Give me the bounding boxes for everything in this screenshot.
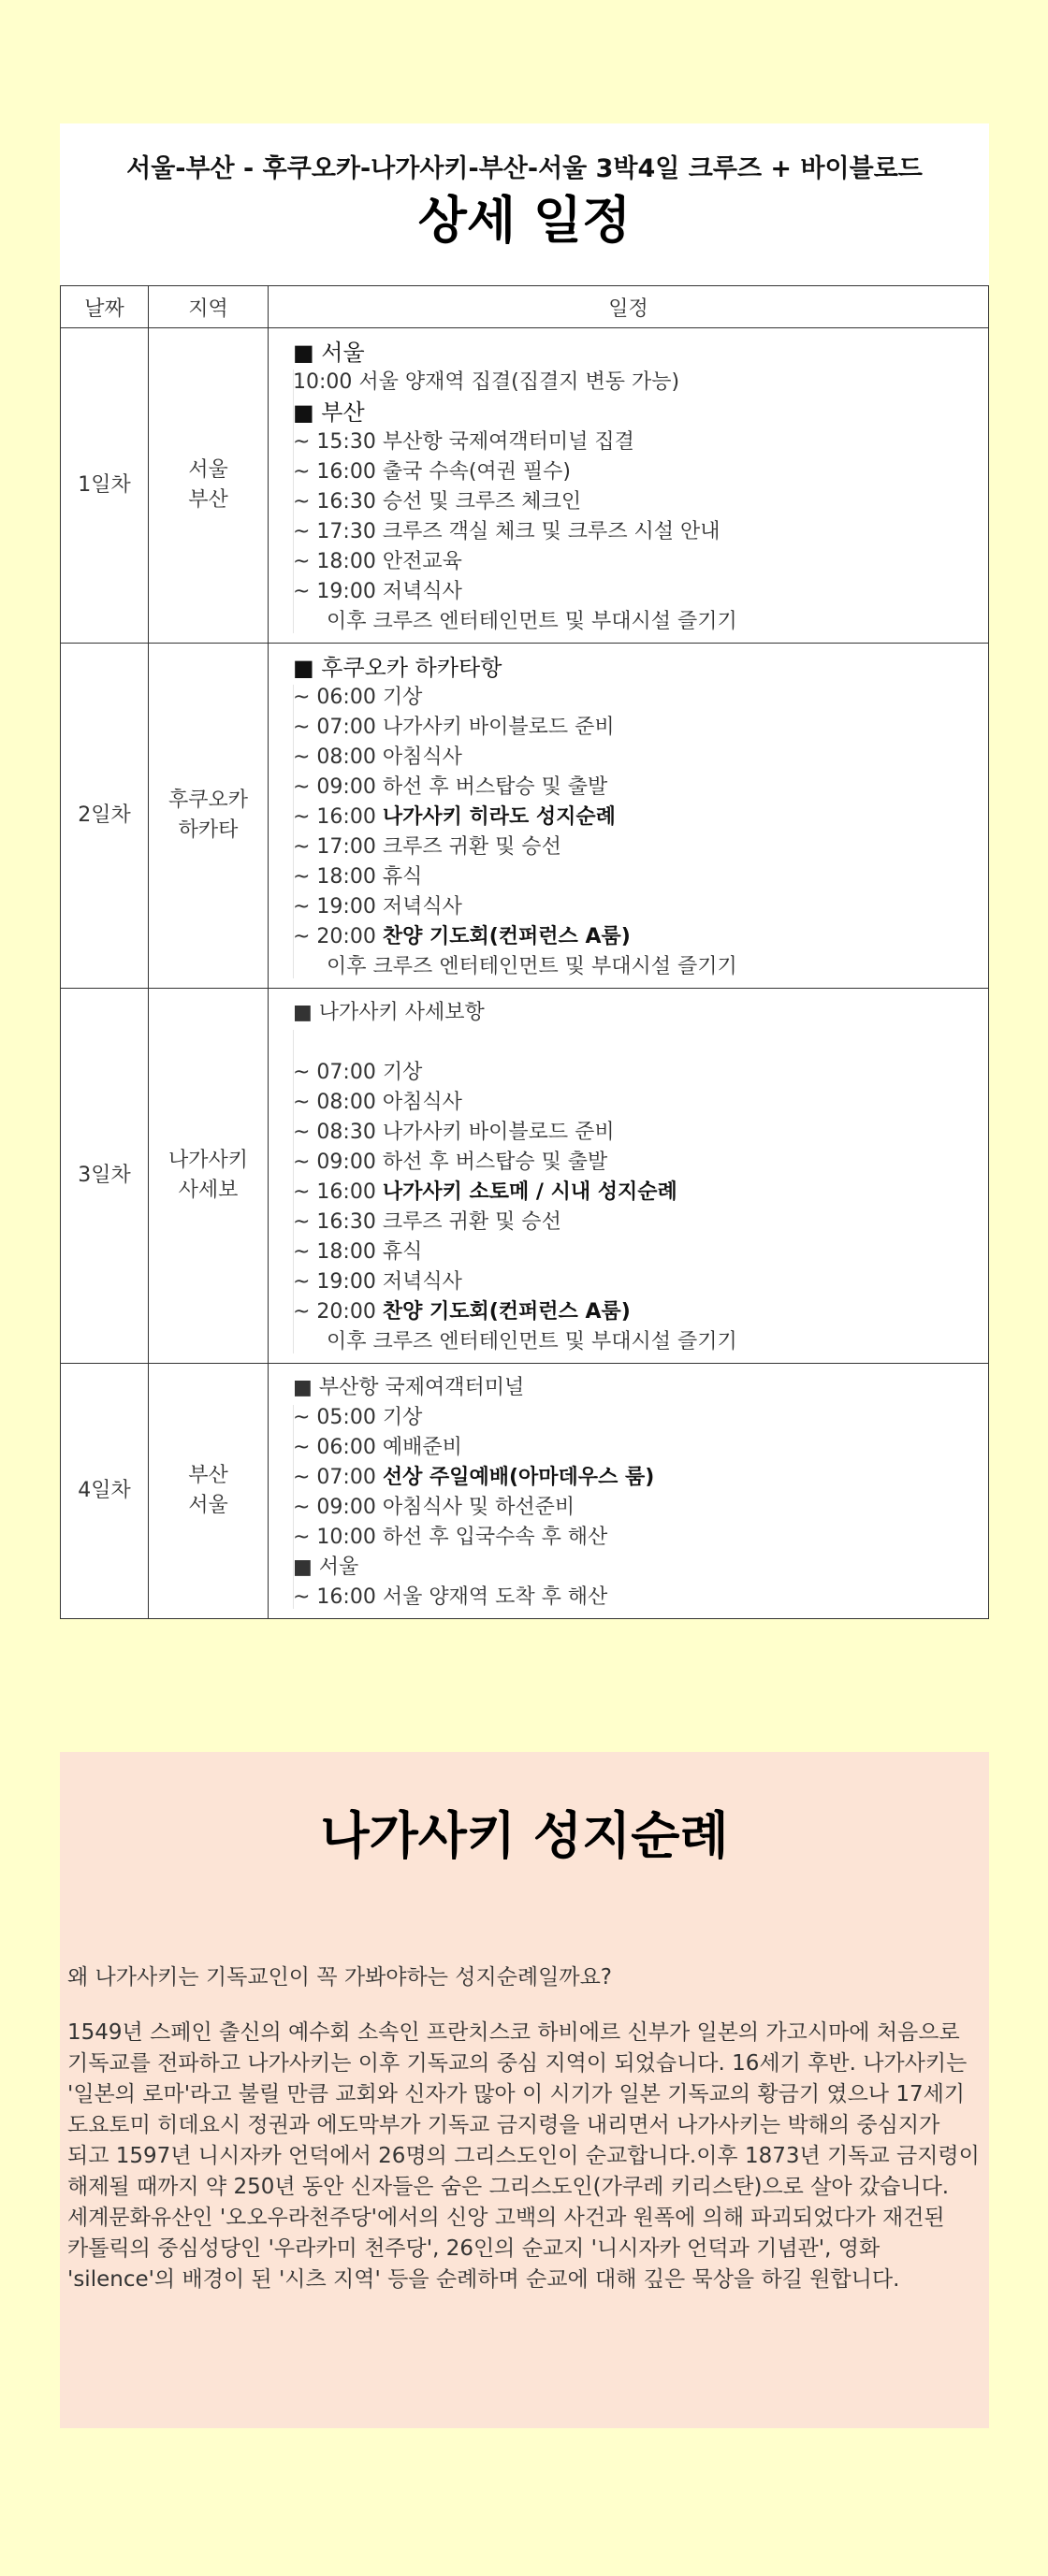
- schedule-item: ■ 서울: [293, 1556, 359, 1579]
- day-cell: 2일차: [61, 644, 149, 989]
- schedule-cell: [269, 644, 989, 989]
- schedule-item: ~ 09:00 하선 후 버스탑승 및 출발: [293, 775, 608, 799]
- schedule-item: ■ 부산항 국제여객터미널: [293, 1376, 525, 1399]
- region-name: 나가사키: [167, 1149, 248, 1172]
- schedule-cell: [269, 989, 989, 1364]
- region-cell: [149, 989, 269, 1364]
- schedule-item: [280, 803, 977, 832]
- schedule-item: [280, 1297, 977, 1327]
- region-cell: [149, 644, 269, 989]
- schedule-item: 이후 크루즈 엔터테인먼트 및 부대시설 즐기기: [327, 955, 737, 978]
- schedule-cell: [269, 328, 989, 644]
- schedule-item: ~ 09:00 하선 후 버스탑승 및 출발: [293, 1151, 608, 1174]
- schedule-item: ~ 19:00 저녁식사: [293, 580, 462, 603]
- schedule-time: ~ 20:00: [293, 925, 383, 948]
- schedule-time: ~ 16:00: [293, 805, 383, 829]
- schedule-item: ~ 18:00 안전교육: [293, 550, 462, 573]
- schedule-item: 이후 크루즈 엔터테인먼트 및 부대시설 즐기기: [327, 1330, 737, 1353]
- schedule-item: ~ 08:30 나가사키 바이블로드 준비: [293, 1121, 615, 1144]
- region-cell: [149, 1364, 269, 1619]
- highlighted-event: 나가사키 히라도 성지순례: [382, 805, 616, 829]
- schedule-time: ~ 07:00: [293, 1466, 383, 1489]
- schedule-item: [280, 1178, 977, 1208]
- day-cell: 3일차: [61, 989, 149, 1364]
- column-header-region: 지역: [149, 286, 269, 328]
- table-row: [61, 644, 989, 989]
- schedule-item: ~ 06:00 기상: [293, 686, 423, 709]
- pilgrimage-question: 왜 나가사키는 기독교인이 꼭 가봐야하는 성지순례일까요?: [67, 1965, 612, 1990]
- itinerary-body: [61, 328, 989, 1619]
- table-row: [61, 328, 989, 644]
- schedule-item: ~ 15:30 부산항 국제여객터미널 집결: [293, 430, 634, 454]
- schedule-item: ~ 08:00 아침식사: [293, 1091, 462, 1114]
- schedule-header: [60, 123, 989, 285]
- schedule-title: 상세 일정: [417, 191, 632, 250]
- schedule-item: [280, 922, 977, 952]
- schedule-cell: [269, 1364, 989, 1619]
- schedule-item: ■ 나가사키 사세보항: [293, 1001, 485, 1024]
- region-name: 서울: [188, 458, 228, 482]
- schedule-item: ~ 19:00 저녁식사: [293, 1270, 462, 1294]
- schedule-item: ~ 06:00 예배준비: [293, 1436, 462, 1459]
- table-row: [61, 1364, 989, 1619]
- location-heading: ■ 후쿠오카 하카타항: [293, 655, 502, 681]
- schedule-item: 이후 크루즈 엔터테인먼트 및 부대시설 즐기기: [327, 610, 737, 633]
- schedule-item: ~ 16:30 크루즈 귀환 및 승선: [293, 1210, 561, 1234]
- schedule-item: ~ 10:00 하선 후 입국수속 후 해산: [293, 1526, 608, 1549]
- pilgrimage-paragraph: 1549년 스페인 출신의 예수회 소속인 프란치스코 하비에르 신부가 일본의 가고시마에 처음으로 기독교를 전파하고 나가사키는 이후 기독교의 중심 지역이 되었습니다. 16세기 후반. 나가사키는 '일본의 로마'라고 불릴 만큼 교회와 신자가 많아 이 시기가 일본 기독교의 황금기 였으나 17세기 도요토미 히데요시 정권과 에도막부가 기독교 금지령을 내리면서 나가사키는 박해의 중심지가 되고 1597년 니시자카 언덕에서 26명의 그리스도인이 순교합니다.이후 1873년 기독교 금지령이 해제될 때까지 약 250년 동안 신자들은 숨은 그리스도인(가쿠레 키리스탄)으로 살아 갔습니다.: [67, 2020, 980, 2199]
- schedule-item: ~ 18:00 휴식: [293, 1240, 423, 1264]
- highlighted-event: 찬양 기도회(컨퍼런스 A룸): [382, 925, 631, 948]
- schedule-item: ~ 17:30 크루즈 객실 체크 및 크루즈 시설 안내: [293, 520, 720, 543]
- region-name: 부산: [188, 1464, 228, 1487]
- schedule-section: [60, 123, 989, 1619]
- itinerary-table: [60, 285, 989, 1619]
- schedule-item: ~ 19:00 저녁식사: [293, 895, 462, 919]
- region-name: 서울: [188, 1494, 228, 1517]
- schedule-item: ~ 05:00 기상: [293, 1406, 423, 1429]
- column-header-date: 날짜: [61, 286, 149, 328]
- region-name: 사세보: [178, 1179, 239, 1202]
- highlighted-event: 선상 주일예배(아마데우스 룸): [382, 1466, 655, 1489]
- pilgrimage-body: [67, 2018, 982, 2295]
- schedule-item: ~ 16:00 출국 수속(여권 필수): [293, 460, 571, 484]
- schedule-item: [280, 1028, 977, 1058]
- schedule-item: ~ 18:00 휴식: [293, 865, 423, 889]
- pilgrimage-section: [60, 1752, 989, 2428]
- schedule-item: ~ 16:00 서울 양재역 도착 후 해산: [293, 1585, 608, 1609]
- schedule-item: ~ 08:00 아침식사: [293, 745, 462, 769]
- highlighted-event: 나가사키 소토메 / 시내 성지순례: [382, 1180, 677, 1204]
- region-name: 후쿠오카: [167, 789, 248, 812]
- schedule-item: ~ 16:30 승선 및 크루즈 체크인: [293, 490, 582, 514]
- pilgrimage-title: 나가사키 성지순례: [320, 1806, 729, 1865]
- table-header-row: [61, 286, 989, 328]
- schedule-item: ~ 07:00 나가사키 바이블로드 준비: [293, 716, 615, 739]
- region-name: 하카타: [178, 818, 239, 842]
- region-cell: [149, 328, 269, 644]
- schedule-item: ~ 17:00 크루즈 귀환 및 승선: [293, 835, 561, 859]
- location-heading: ■ 부산: [293, 399, 365, 426]
- column-header-schedule: 일정: [269, 286, 989, 328]
- schedule-item: [280, 1463, 977, 1493]
- region-name: 부산: [188, 488, 228, 512]
- schedule-item: ~ 09:00 아침식사 및 하선준비: [293, 1496, 575, 1519]
- location-heading: ■ 서울: [293, 340, 365, 366]
- pilgrimage-paragraph: 세계문화유산인 '오오우라천주당'에서의 신앙 고백의 사건과 원폭에 의해 파괴되었다가 재건된 카톨릭의 중심성당인 '우라카미 천주당', 26인의 순교지 '니시자카 언덕과 기념관', 영화 'silence'의 배경이 된 '시츠 지역' 등을 순례하며 순교에 대해 깊은 묵상을 하길 원합니다.: [67, 2206, 945, 2292]
- day-cell: 4일차: [61, 1364, 149, 1619]
- schedule-time: ~ 16:00: [293, 1180, 383, 1204]
- schedule-item: 10:00 서울 양재역 집결(집결지 변동 가능): [293, 370, 680, 394]
- highlighted-event: 찬양 기도회(컨퍼런스 A룸): [382, 1300, 631, 1324]
- table-row: [61, 989, 989, 1364]
- day-cell: 1일차: [61, 328, 149, 644]
- tour-subtitle: 서울-부산 - 후쿠오카-나가사키-부산-서울 3박4일 크루즈 + 바이블로드: [126, 154, 923, 183]
- schedule-time: ~ 20:00: [293, 1300, 383, 1324]
- schedule-item: ~ 07:00 기상: [293, 1061, 423, 1084]
